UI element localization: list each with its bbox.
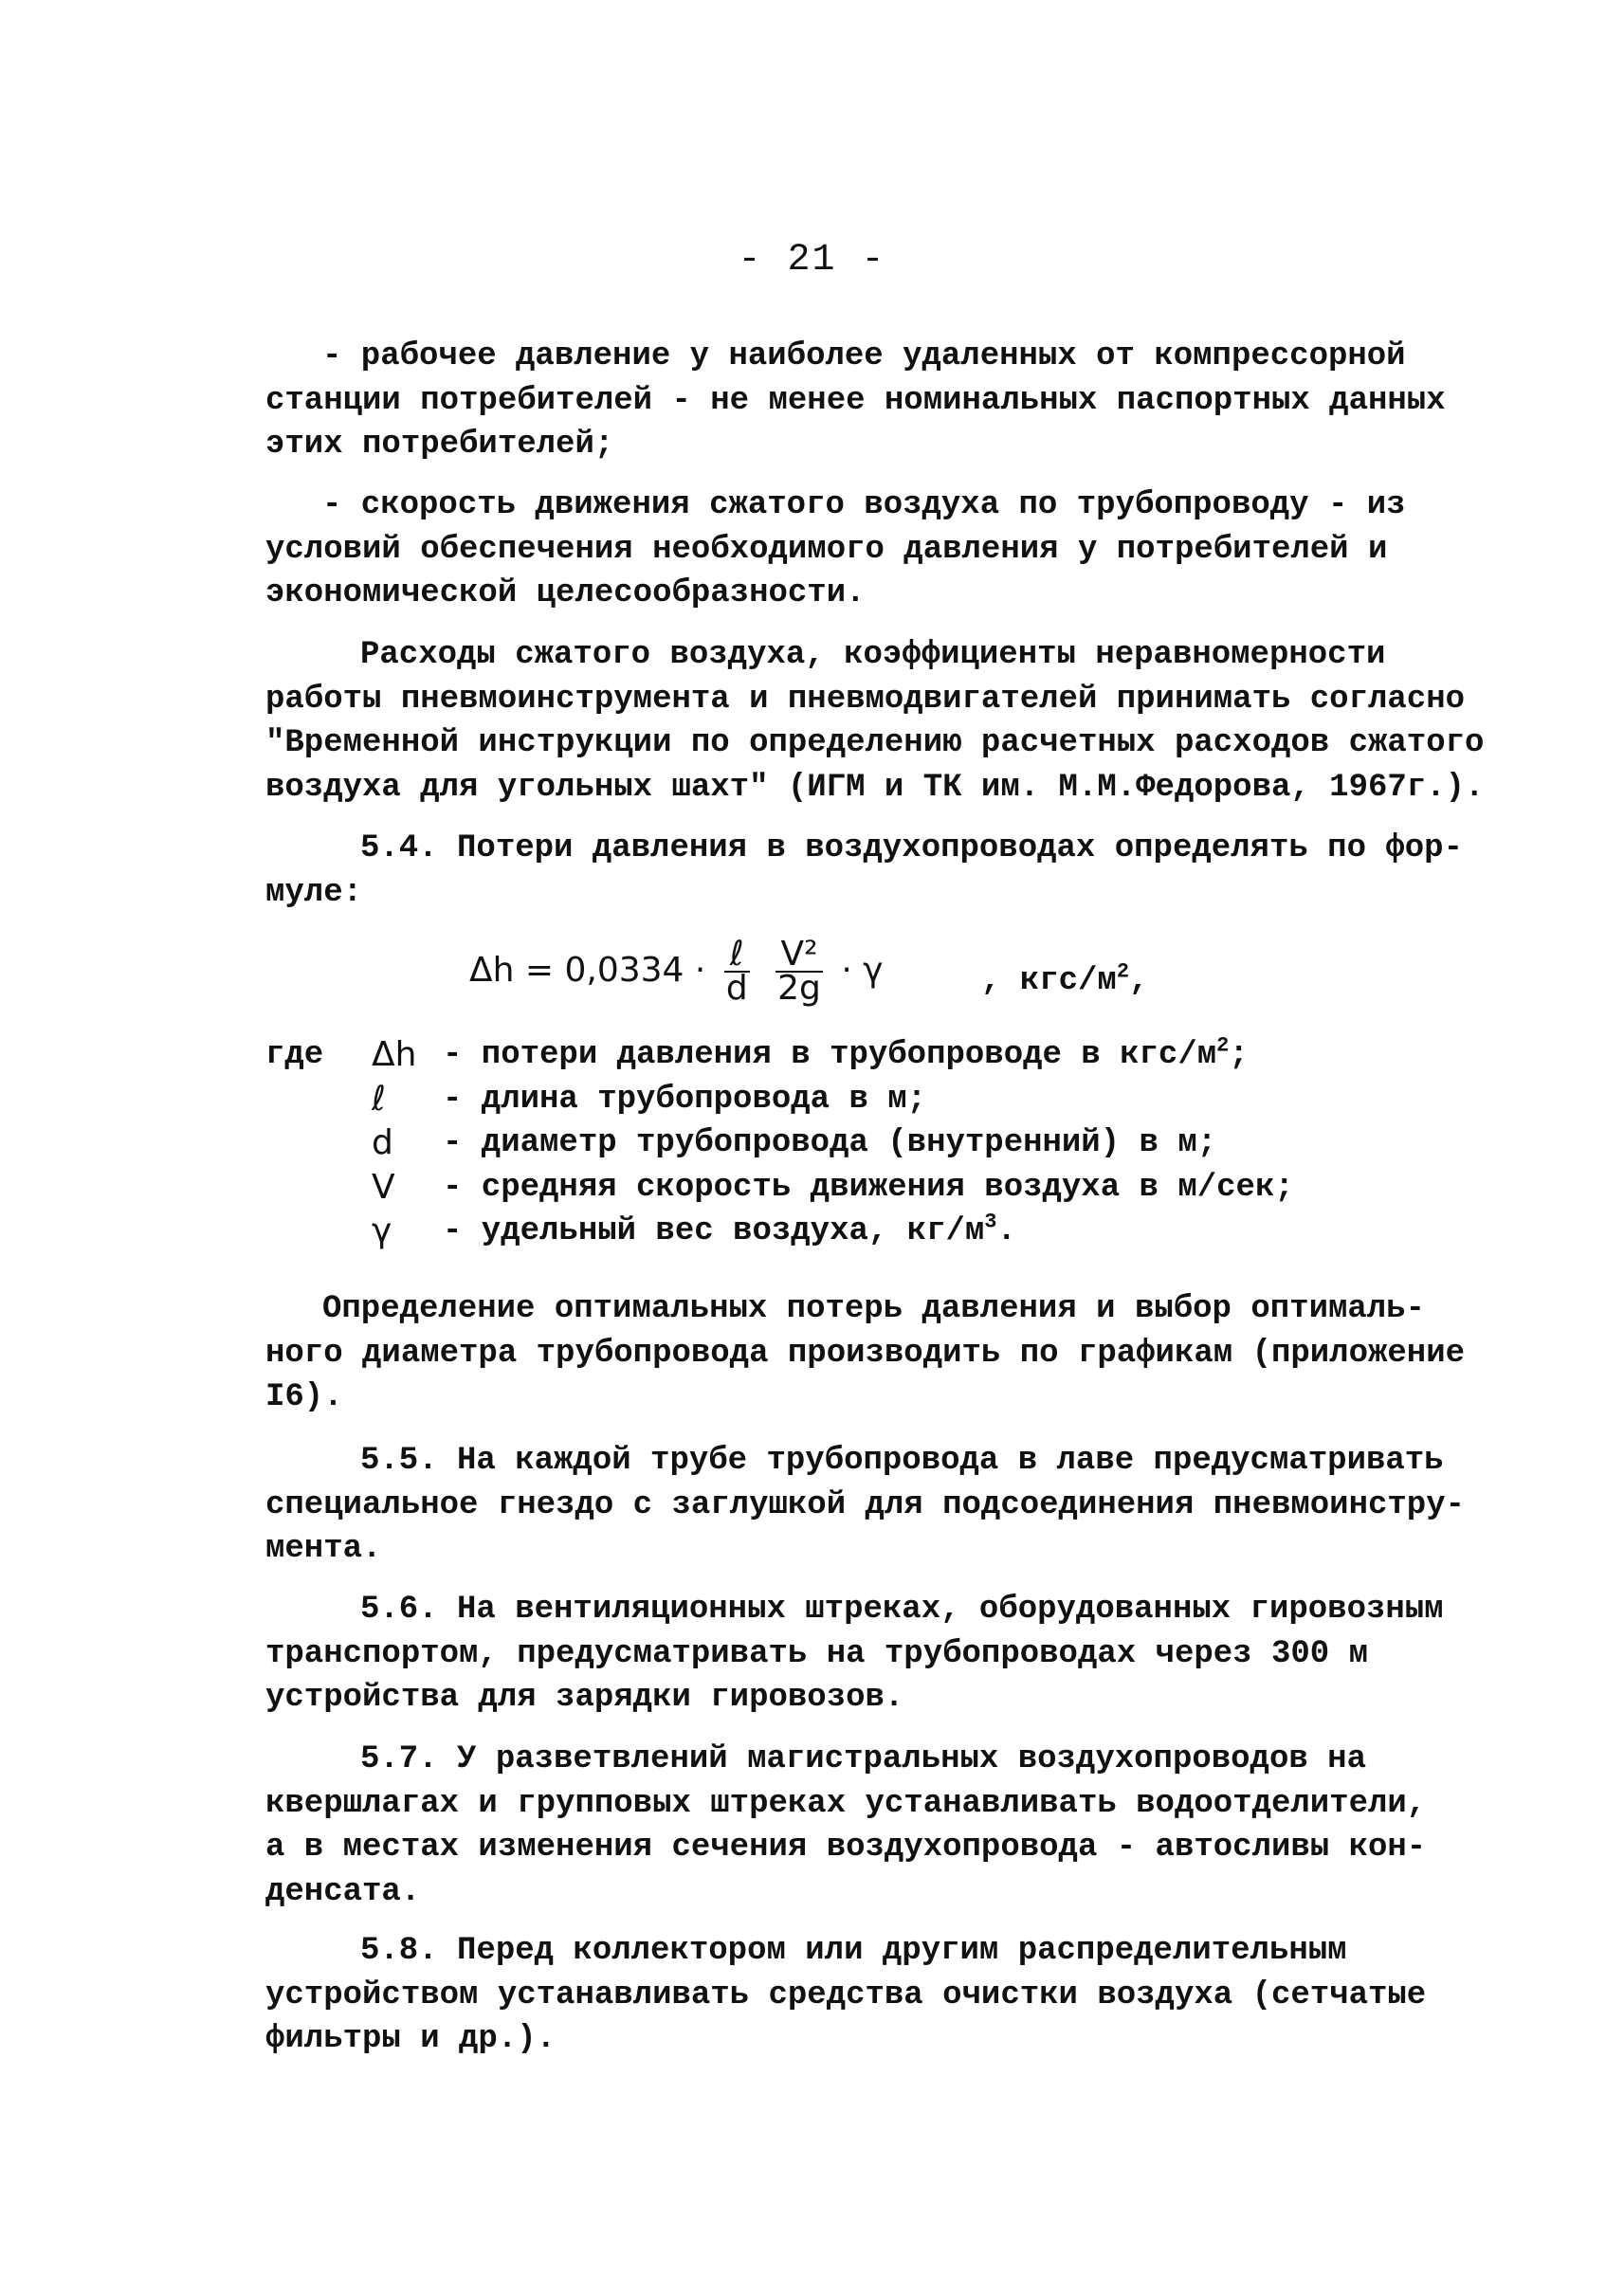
legend-symbol: γ — [372, 1211, 392, 1250]
text-line: Расходы сжатого воздуха, коэффициенты неравномерности — [360, 637, 1386, 673]
formula-numerator: V² — [776, 938, 823, 973]
text-line: 5.8. Перед коллектором или другим распределительным — [360, 1933, 1347, 1969]
paragraph-air-speed — [265, 483, 1432, 616]
text-line: - рабочее давление у наиболее удаленных от компрессорной — [322, 338, 1406, 374]
formula-unit — [981, 959, 1149, 999]
formula-legend — [265, 1033, 1294, 1254]
formula-rhs: · γ — [841, 951, 884, 990]
text-line: условий обеспечения необходимого давления у потребителей и — [265, 531, 1388, 568]
text-line: 5.5. На каждой трубе трубопровода в лаве предусматривать — [360, 1443, 1444, 1479]
legend-description: - средняя скорость движения воздуха в м/сек; — [443, 1169, 1294, 1206]
formula-lhs: Δh = 0,0334 · — [469, 951, 706, 990]
text-line: - скорость движения сжатого воздуха по трубопроводу - из — [322, 487, 1406, 523]
formula-unit-tail: , — [1129, 963, 1149, 999]
legend-where: где — [265, 1037, 324, 1073]
pressure-loss-formula — [469, 935, 884, 1008]
text-line: устройства для зарядки гировозов. — [265, 1680, 904, 1716]
paragraph-air-consumption — [265, 633, 1485, 810]
text-line: I6). — [265, 1379, 343, 1415]
legend-exponent: 3 — [984, 1210, 997, 1234]
legend-row — [265, 1033, 1294, 1078]
legend-symbol: V — [372, 1167, 395, 1207]
legend-text — [443, 1210, 1016, 1254]
legend-tail: ; — [1229, 1037, 1249, 1073]
text-line: а в местах изменения сечения воздухопровода - автосливы кон- — [265, 1830, 1427, 1866]
paragraph-5-8 — [265, 1929, 1432, 2062]
text-line: специальное гнездо с заглушкой для подсоединения пневмоинстру- — [265, 1486, 1466, 1523]
formula-denominator: 2g — [777, 969, 821, 1008]
formula-unit-exponent: 2 — [1116, 959, 1130, 984]
paragraph-working-pressure — [265, 335, 1446, 467]
legend-row — [265, 1210, 1294, 1254]
text-line: квершлагах и групповых штреках устанавливать водоотделители, — [265, 1785, 1427, 1822]
legend-symbol: Δh — [372, 1035, 417, 1074]
formula-fraction-velocity — [776, 935, 823, 1008]
text-line: работы пневмоинструмента и пневмодвигателей принимать согласно — [265, 681, 1466, 718]
paragraph-5-7 — [265, 1738, 1432, 1914]
paragraph-5-6 — [265, 1588, 1444, 1721]
legend-row — [265, 1121, 1294, 1166]
formula-denominator: d — [725, 969, 748, 1008]
text-line: воздуха для угольных шахт" (ИГМ и ТК им. М.М.Федорова, 1967г.). — [265, 769, 1485, 806]
legend-description: - длина трубопровода в м; — [443, 1081, 927, 1118]
legend-text — [443, 1033, 1249, 1078]
text-line: 5.4. Потери давления в воздухопроводах определять по фор- — [360, 830, 1463, 866]
paragraph-5-5 — [265, 1439, 1466, 1572]
formula-unit-text: , кгс/м — [981, 963, 1117, 999]
text-line: устройством устанавливать средства очистки воздуха (сетчатые — [265, 1976, 1427, 2013]
text-line: денсата. — [265, 1873, 421, 1910]
formula-fraction-length-diameter — [724, 935, 750, 1008]
text-line: "Временной инструкции по определению расчетных расходов сжатого — [265, 725, 1485, 761]
legend-tail: . — [996, 1213, 1016, 1249]
text-line: 5.6. На вентиляционных штреках, оборудованных гировозным — [360, 1592, 1444, 1628]
paragraph-5-4 — [265, 827, 1463, 915]
text-line: Определение оптимальных потерь давления и выбор оптималь- — [322, 1291, 1425, 1327]
legend-exponent: 2 — [1216, 1033, 1230, 1058]
text-line: мента. — [265, 1531, 382, 1567]
paragraph-optimal-diameter — [265, 1287, 1466, 1420]
legend-description: - удельный вес воздуха, кг/м — [443, 1213, 985, 1249]
legend-row — [265, 1166, 1294, 1211]
text-line: муле: — [265, 874, 363, 911]
text-line: ного диаметра трубопровода производить по графикам (приложение — [265, 1335, 1466, 1372]
text-line: станции потребителей - не менее номинальных паспортных данных — [265, 382, 1446, 419]
legend-row — [265, 1078, 1294, 1122]
legend-description: - потери давления в трубопроводе в кгс/м — [443, 1037, 1217, 1073]
text-line: 5.7. У разветвлений магистральных воздухопроводов на — [360, 1741, 1366, 1777]
legend-symbol: ℓ — [372, 1079, 386, 1119]
text-line: этих потребителей; — [265, 427, 614, 463]
text-line: транспортом, предусматривать на трубопроводах через 300 м — [265, 1635, 1368, 1672]
text-line: экономической целесообразности. — [265, 575, 866, 611]
formula-numerator: ℓ — [724, 938, 750, 973]
legend-description: - диаметр трубопровода (внутренний) в м; — [443, 1125, 1217, 1161]
legend-symbol: d — [372, 1123, 393, 1162]
page-number: - 21 - — [738, 239, 886, 282]
text-line: фильтры и др.). — [265, 2021, 557, 2057]
